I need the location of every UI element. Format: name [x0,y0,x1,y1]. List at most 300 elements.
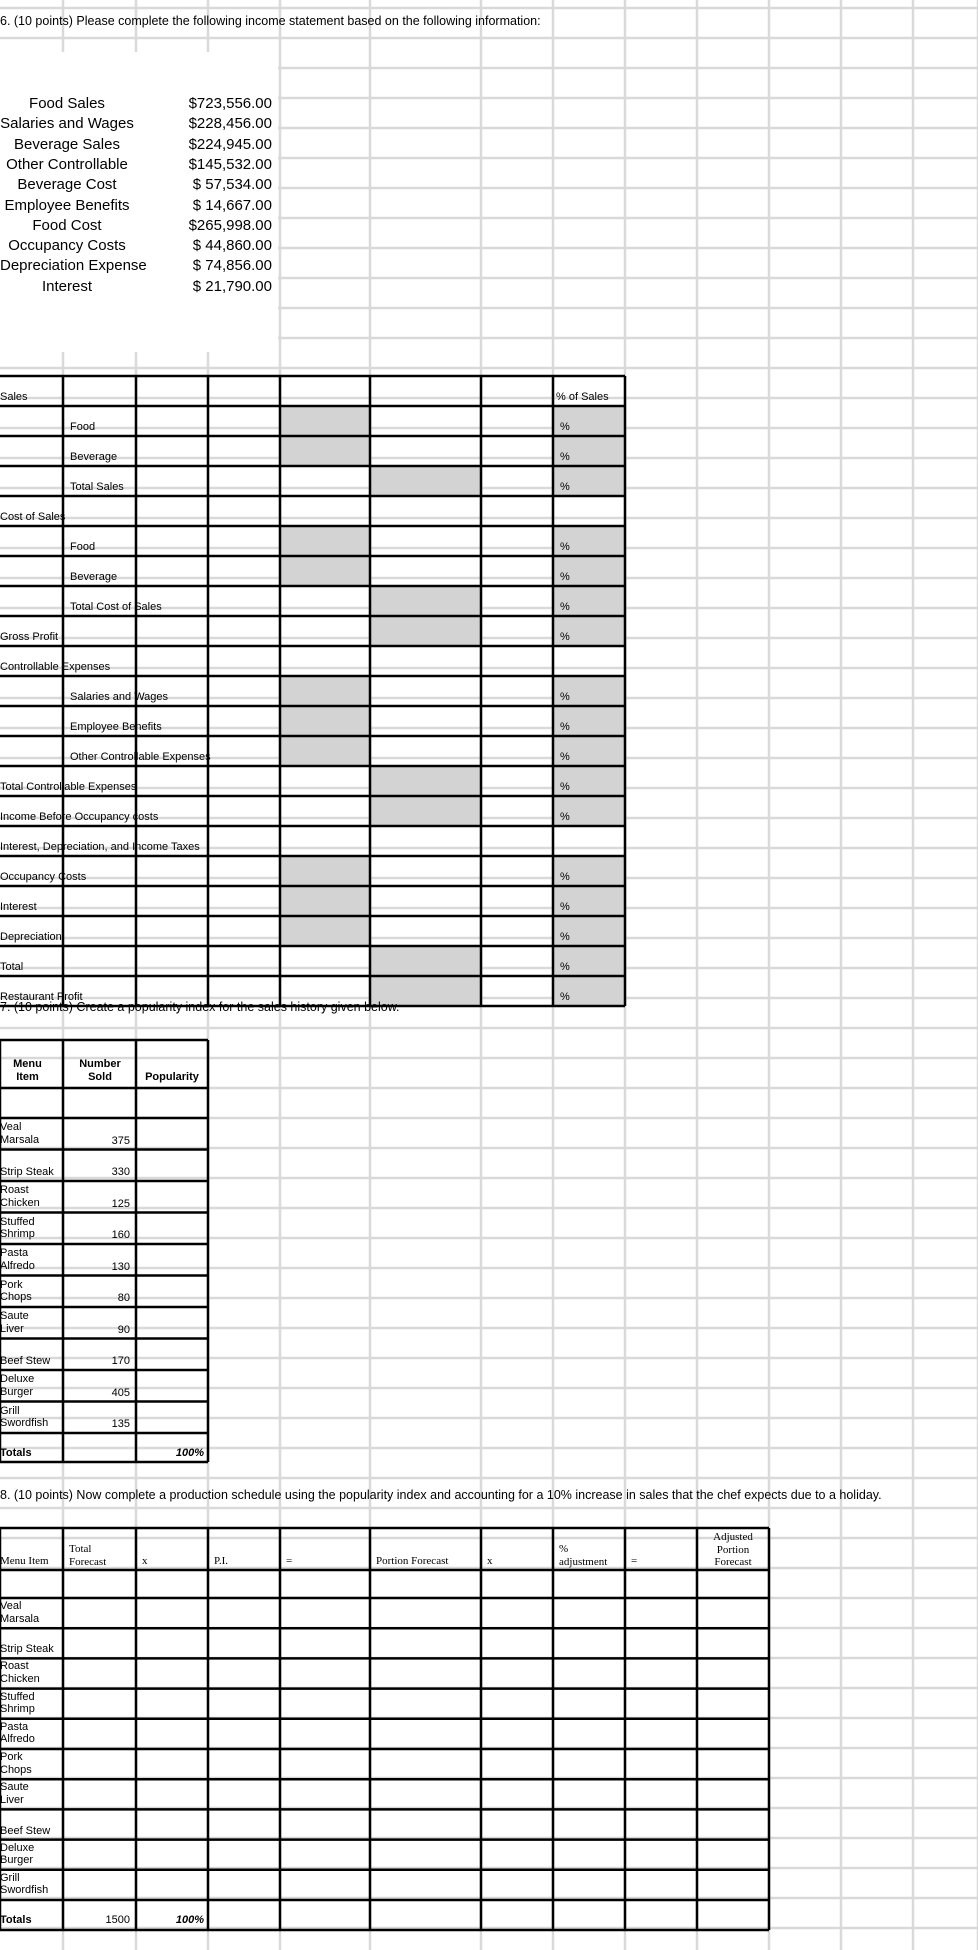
statement-answer-cell[interactable] [372,798,479,824]
statement-answer-cell[interactable] [483,948,551,974]
production-answer-cell[interactable] [372,1630,479,1656]
statement-answer-cell[interactable] [483,708,551,734]
number-sold: 330 [111,1166,130,1178]
statement-answer-cell[interactable] [210,498,278,524]
statement-answer-cell[interactable] [555,918,623,944]
production-answer-cell[interactable] [627,1811,695,1837]
statement-answer-cell[interactable] [210,378,278,404]
statement-row-label: Salaries and Wages [70,691,169,703]
given-value: $ 57,534.00 [192,176,272,194]
statement-answer-cell[interactable] [138,498,206,524]
statement-answer-cell[interactable] [282,378,368,404]
number-sold: 375 [111,1134,130,1147]
statement-answer-cell[interactable] [282,798,368,824]
statement-answer-cell[interactable] [483,408,551,434]
statement-answer-cell[interactable] [483,648,551,674]
statement-answer-cell[interactable] [210,618,278,644]
statement-answer-cell[interactable] [555,678,623,704]
statement-answer-cell[interactable] [555,948,623,974]
production-header-x1: x [142,1555,148,1567]
statement-answer-cell[interactable] [483,768,551,794]
statement-row-label: Food [70,541,96,553]
statement-answer-cell[interactable] [372,648,479,674]
production-answer-cell[interactable] [282,1872,368,1898]
production-header-adjustment: % adjustment [559,1543,608,1568]
given-label: Employee Benefits [4,196,130,214]
statement-answer-cell[interactable] [138,468,206,494]
statement-answer-cell[interactable] [555,768,623,794]
given-label: Food Sales [29,95,105,112]
production-answer-cell[interactable] [627,1630,695,1656]
production-answer-cell[interactable] [65,1660,134,1686]
given-value: $228,456.00 [188,115,272,133]
production-answer-cell[interactable] [138,1842,206,1868]
production-answer-cell[interactable] [627,1600,695,1626]
percent-sign: % [560,421,570,433]
number-sold: 80 [117,1292,130,1304]
production-totals-label: Totals [0,1914,32,1926]
production-answer-cell[interactable] [699,1660,767,1686]
percent-sign: % [560,991,570,1003]
statement-answer-cell[interactable] [372,738,479,764]
statement-answer-cell[interactable] [483,438,551,464]
menu-item-name: Beef Stew [0,1355,51,1367]
production-answer-cell[interactable] [282,1751,368,1777]
statement-answer-cell[interactable] [555,978,623,1004]
statement-answer-cell[interactable] [282,498,368,524]
menu-item-name: Deluxe Burger [0,1373,35,1398]
statement-answer-cell[interactable] [138,828,206,854]
statement-row-label: Restaurant Profit [0,991,83,1003]
statement-answer-cell[interactable] [372,918,479,944]
number-sold: 125 [111,1197,130,1210]
statement-answer-cell[interactable] [138,708,206,734]
statement-answer-cell[interactable] [138,438,206,464]
statement-row-label: Cost of Sales [0,511,66,523]
production-answer-cell[interactable] [555,1630,623,1656]
production-answer-cell[interactable] [138,1872,206,1898]
statement-answer-cell[interactable] [138,378,206,404]
production-answer-cell[interactable] [138,1630,206,1656]
production-answer-cell[interactable] [627,1781,695,1807]
production-answer-cell[interactable] [372,1751,479,1777]
statement-answer-cell[interactable] [483,528,551,554]
statement-answer-cell[interactable] [483,468,551,494]
production-answer-cell[interactable] [555,1811,623,1837]
statement-row-label: Interest [0,901,37,913]
menu-item-name: Roast Chicken [0,1184,40,1209]
statement-answer-cell[interactable] [282,858,368,884]
given-value: $ 74,856.00 [192,257,272,275]
popularity-answer-cell[interactable] [138,1278,206,1306]
percent-sign: % [560,871,570,883]
production-answer-cell[interactable] [483,1872,551,1898]
statement-row-label: Occupancy Costs [0,871,87,883]
statement-answer-cell[interactable] [138,738,206,764]
statement-answer-cell[interactable] [555,588,623,614]
statement-answer-cell[interactable] [138,918,206,944]
number-sold: 130 [111,1260,130,1273]
percent-sign: % [560,721,570,733]
statement-answer-cell[interactable] [210,588,278,614]
production-answer-cell[interactable] [483,1721,551,1747]
statement-answer-cell[interactable] [483,588,551,614]
production-answer-cell[interactable] [555,1600,623,1626]
production-answer-cell[interactable] [483,1691,551,1717]
production-menu-item: Saute Liver [0,1781,29,1806]
production-answer-cell[interactable] [627,1872,695,1898]
given-value: $ 21,790.00 [192,277,272,295]
given-value: $145,532.00 [188,155,272,173]
statement-answer-cell[interactable] [483,678,551,704]
statement-answer-cell[interactable] [483,798,551,824]
percent-sign: % [560,601,570,613]
production-answer-cell[interactable] [555,1691,623,1717]
production-answer-cell[interactable] [210,1630,278,1656]
production-answer-cell[interactable] [627,1691,695,1717]
production-answer-cell[interactable] [210,1660,278,1686]
production-answer-cell[interactable] [372,1721,479,1747]
statement-answer-cell[interactable] [372,888,479,914]
production-answer-cell[interactable] [282,1721,368,1747]
statement-answer-cell[interactable] [555,468,623,494]
statement-row-label: Total Sales [70,481,124,493]
statement-row-label: Income Before Occupancy costs [0,811,159,823]
production-answer-cell[interactable] [210,1811,278,1837]
question-7-prompt: 7. (10 points) Create a popularity index for the sales history given below. [0,1000,400,1014]
production-answer-cell[interactable] [282,1600,368,1626]
statement-answer-cell[interactable] [372,468,479,494]
production-answer-cell[interactable] [282,1842,368,1868]
statement-answer-cell[interactable] [555,888,623,914]
production-answer-cell[interactable] [372,1811,479,1837]
statement-answer-cell[interactable] [483,888,551,914]
statement-answer-cell[interactable] [483,558,551,584]
percent-sign: % [560,631,570,643]
production-answer-cell[interactable] [372,1691,479,1717]
production-answer-cell[interactable] [138,1721,206,1747]
popularity-answer-cell[interactable] [138,1246,206,1274]
production-answer-cell[interactable] [699,1751,767,1777]
statement-answer-cell[interactable] [483,828,551,854]
production-answer-cell[interactable] [210,1842,278,1868]
production-answer-cell[interactable] [372,1872,479,1898]
production-answer-cell[interactable] [555,1842,623,1868]
production-answer-cell[interactable] [65,1811,134,1837]
statement-row-label: Beverage [70,571,118,583]
statement-answer-cell[interactable] [210,558,278,584]
statement-answer-cell[interactable] [282,588,368,614]
percent-sign: % [560,901,570,913]
production-answer-cell[interactable] [699,1691,767,1717]
production-answer-cell[interactable] [65,1691,134,1717]
menu-item-name: Grill Swordfish [0,1404,49,1430]
statement-answer-cell[interactable] [138,408,206,434]
production-answer-cell[interactable] [65,1721,134,1747]
statement-answer-cell[interactable] [282,618,368,644]
production-answer-cell[interactable] [138,1811,206,1837]
statement-answer-cell[interactable] [210,768,278,794]
production-answer-cell[interactable] [555,1660,623,1686]
statement-answer-cell[interactable] [282,888,368,914]
statement-answer-cell[interactable] [138,858,206,884]
statement-answer-cell[interactable] [138,618,206,644]
statement-answer-cell[interactable] [210,708,278,734]
statement-answer-cell[interactable] [555,648,623,674]
statement-row-label: Food [70,421,96,433]
statement-answer-cell[interactable] [282,648,368,674]
statement-answer-cell[interactable] [555,858,623,884]
statement-answer-cell[interactable] [282,438,368,464]
production-answer-cell[interactable] [210,1600,278,1626]
percent-sign: % [560,571,570,583]
statement-answer-cell[interactable] [483,378,551,404]
statement-answer-cell[interactable] [138,888,206,914]
given-label: Salaries and Wages [0,115,134,133]
popularity-answer-cell[interactable] [138,1372,206,1400]
statement-answer-cell[interactable] [555,738,623,764]
statement-answer-cell[interactable] [138,678,206,704]
statement-answer-cell[interactable] [372,618,479,644]
production-menu-item: Pork Chops [0,1751,32,1776]
statement-answer-cell[interactable] [555,708,623,734]
production-header-eq1: = [286,1555,293,1567]
popularity-answer-cell[interactable] [138,1404,206,1432]
statement-answer-cell[interactable] [210,858,278,884]
production-menu-item: Strip Steak [0,1643,54,1656]
menu-item-name: Saute Liver [0,1310,29,1335]
statement-answer-cell[interactable] [282,738,368,764]
production-answer-cell[interactable] [483,1630,551,1656]
statement-answer-cell[interactable] [372,768,479,794]
production-answer-cell[interactable] [483,1842,551,1868]
statement-answer-cell[interactable] [282,528,368,554]
production-header-total-forecast: Total Forecast [69,1543,107,1568]
production-answer-cell[interactable] [627,1751,695,1777]
production-answer-cell[interactable] [483,1751,551,1777]
production-answer-cell[interactable] [555,1872,623,1898]
popularity-answer-cell[interactable] [138,1341,206,1369]
production-totals-forecast: 1500 [105,1914,130,1926]
statement-answer-cell[interactable] [372,828,479,854]
statement-answer-cell[interactable] [210,408,278,434]
statement-answer-cell[interactable] [372,528,479,554]
production-answer-cell[interactable] [699,1872,767,1898]
statement-row-label: Depreciation [0,931,62,943]
given-label: Food Cost [32,216,102,234]
popularity-answer-cell[interactable] [138,1215,206,1243]
production-header-pi: P.I. [214,1555,229,1567]
production-header-portion: Portion Forecast [376,1555,449,1567]
statement-answer-cell[interactable] [483,738,551,764]
statement-answer-cell[interactable] [555,438,623,464]
statement-answer-cell[interactable] [372,708,479,734]
number-sold: 90 [117,1323,130,1336]
production-header-adjusted: Adjusted Portion Forecast [713,1531,753,1569]
percent-sign: % [560,961,570,973]
statement-answer-cell[interactable] [483,498,551,524]
statement-answer-cell[interactable] [483,618,551,644]
statement-answer-cell[interactable] [483,858,551,884]
percent-sign: % [560,691,570,703]
production-menu-item: Beef Stew [0,1824,51,1837]
production-answer-cell[interactable] [65,1842,134,1868]
percent-sign: % [560,481,570,493]
production-answer-cell[interactable] [483,1781,551,1807]
statement-answer-cell[interactable] [210,828,278,854]
statement-answer-cell[interactable] [372,558,479,584]
statement-answer-cell[interactable] [282,708,368,734]
statement-answer-cell[interactable] [372,438,479,464]
statement-answer-cell[interactable] [210,948,278,974]
production-answer-cell[interactable] [699,1721,767,1747]
statement-answer-cell[interactable] [372,498,479,524]
production-answer-cell[interactable] [483,1660,551,1686]
production-answer-cell[interactable] [699,1630,767,1656]
production-answer-cell[interactable] [65,1751,134,1777]
popularity-answer-cell[interactable] [138,1183,206,1211]
given-value: $ 14,667.00 [192,196,272,214]
statement-answer-cell[interactable] [555,558,623,584]
production-answer-cell[interactable] [138,1691,206,1717]
production-answer-cell[interactable] [372,1600,479,1626]
production-answer-cell[interactable] [483,1811,551,1837]
statement-answer-cell[interactable] [372,408,479,434]
number-sold: 170 [111,1355,130,1367]
statement-answer-cell[interactable] [210,918,278,944]
statement-answer-cell[interactable] [138,768,206,794]
production-answer-cell[interactable] [138,1660,206,1686]
production-answer-cell[interactable] [210,1721,278,1747]
statement-row-label: Interest, Depreciation, and Income Taxes [0,841,200,853]
menu-item-name: Veal Marsala [0,1121,40,1146]
statement-answer-cell[interactable] [210,798,278,824]
statement-row-label: Other Controllable Expenses [70,751,211,763]
production-answer-cell[interactable] [210,1691,278,1717]
production-answer-cell[interactable] [282,1660,368,1686]
production-answer-cell[interactable] [138,1751,206,1777]
given-label: Depreciation Expense [0,257,147,275]
statement-answer-cell[interactable] [282,948,368,974]
statement-answer-cell[interactable] [138,648,206,674]
production-answer-cell[interactable] [65,1872,134,1898]
production-answer-cell[interactable] [627,1660,695,1686]
statement-answer-cell[interactable] [138,558,206,584]
statement-answer-cell[interactable] [372,588,479,614]
statement-answer-cell[interactable] [138,948,206,974]
statement-answer-cell[interactable] [282,408,368,434]
statement-row-label: Total Controllable Expenses [0,781,137,793]
statement-answer-cell[interactable] [483,978,551,1004]
production-answer-cell[interactable] [627,1842,695,1868]
statement-answer-cell[interactable] [555,498,623,524]
statement-answer-cell[interactable] [210,648,278,674]
production-answer-cell[interactable] [210,1781,278,1807]
production-answer-cell[interactable] [210,1872,278,1898]
popularity-answer-cell[interactable] [138,1152,206,1180]
production-menu-item: Pasta Alfredo [0,1720,35,1746]
production-answer-cell[interactable] [210,1751,278,1777]
production-answer-cell[interactable] [372,1781,479,1807]
production-answer-cell[interactable] [65,1600,134,1626]
totals-popularity: 100% [175,1447,204,1459]
production-totals-pi: 100% [175,1914,204,1926]
statement-answer-cell[interactable] [282,768,368,794]
production-answer-cell[interactable] [483,1600,551,1626]
production-menu-item: Stuffed Shrimp [0,1690,35,1716]
statement-answer-cell[interactable] [210,468,278,494]
statement-answer-cell[interactable] [282,918,368,944]
production-answer-cell[interactable] [699,1781,767,1807]
statement-answer-cell[interactable] [483,918,551,944]
statement-row-label: Sales [0,391,28,403]
production-answer-cell[interactable] [65,1781,134,1807]
statement-answer-cell[interactable] [555,828,623,854]
statement-answer-cell[interactable] [372,378,479,404]
statement-row-label: Total [0,961,24,973]
statement-answer-cell[interactable] [138,588,206,614]
statement-answer-cell[interactable] [210,678,278,704]
given-value: $224,945.00 [188,135,272,153]
production-answer-cell[interactable] [282,1630,368,1656]
percent-sign: % [560,931,570,943]
statement-answer-cell[interactable] [372,948,479,974]
production-answer-cell[interactable] [138,1600,206,1626]
popularity-answer-cell[interactable] [138,1120,206,1148]
production-answer-cell[interactable] [372,1842,479,1868]
menu-item-name: Strip Steak [0,1166,54,1178]
production-answer-cell[interactable] [627,1721,695,1747]
statement-answer-cell[interactable] [282,828,368,854]
percent-sign: % [560,781,570,793]
production-answer-cell[interactable] [555,1781,623,1807]
statement-answer-cell[interactable] [210,738,278,764]
production-answer-cell[interactable] [555,1721,623,1747]
production-answer-cell[interactable] [65,1630,134,1656]
production-answer-cell[interactable] [282,1811,368,1837]
production-answer-cell[interactable] [282,1691,368,1717]
percent-sign: % [560,811,570,823]
production-answer-cell[interactable] [555,1751,623,1777]
statement-answer-cell[interactable] [282,678,368,704]
production-answer-cell[interactable] [699,1811,767,1837]
statement-answer-cell[interactable] [555,618,623,644]
statement-answer-cell[interactable] [555,528,623,554]
statement-answer-cell[interactable] [555,378,623,404]
production-answer-cell[interactable] [282,1781,368,1807]
statement-answer-cell[interactable] [210,888,278,914]
production-answer-cell[interactable] [699,1600,767,1626]
statement-answer-cell[interactable] [555,408,623,434]
production-answer-cell[interactable] [372,1660,479,1686]
percent-of-sales-header: % of Sales [556,391,609,403]
statement-answer-cell[interactable] [282,558,368,584]
statement-answer-cell[interactable] [138,798,206,824]
given-value: $723,556.00 [188,95,272,112]
statement-answer-cell[interactable] [210,438,278,464]
statement-answer-cell[interactable] [282,468,368,494]
percent-sign: % [560,751,570,763]
production-answer-cell[interactable] [138,1781,206,1807]
statement-answer-cell[interactable] [210,528,278,554]
production-answer-cell[interactable] [699,1842,767,1868]
menu-item-name: Pork Chops [0,1278,32,1304]
statement-answer-cell[interactable] [372,678,479,704]
statement-answer-cell[interactable] [555,798,623,824]
popularity-answer-cell[interactable] [138,1309,206,1337]
statement-answer-cell[interactable] [138,528,206,554]
statement-answer-cell[interactable] [372,858,479,884]
